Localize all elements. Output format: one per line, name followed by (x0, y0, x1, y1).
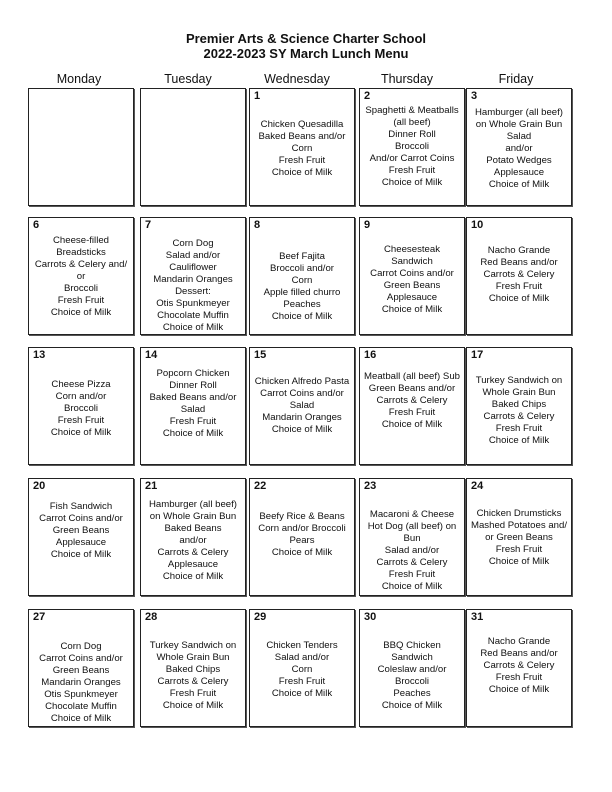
menu-item: Salad and/or (165, 250, 221, 261)
menu-item: on Whole Grain Bun (475, 119, 563, 130)
menu-item: Mandarin Oranges (153, 274, 233, 285)
menu-item: Mandarin Oranges (41, 677, 121, 688)
menu-item: Hot Dog (all beef) on (367, 521, 457, 532)
menu-item: Otis Spunkmeyer (156, 298, 230, 309)
menu-item: Salad (506, 131, 532, 142)
day-cell-14 (140, 347, 246, 465)
menu-item: Applesauce (493, 167, 545, 178)
menu-item: Fresh Fruit (495, 423, 543, 434)
menu-item: Meatball (all beef) Sub (364, 371, 460, 382)
date-number: 20 (33, 480, 46, 492)
menu-item: Choice of Milk (162, 571, 224, 582)
date-number: 7 (145, 219, 152, 231)
menu-items (250, 610, 354, 700)
menu-item: Potato Wedges (486, 155, 552, 166)
menu-item: Carrot Coins and/or (39, 653, 123, 664)
menu-item: Corn Dog (60, 641, 102, 652)
day-cell-9 (359, 217, 465, 335)
menu-item: Turkey Sandwich on (475, 375, 563, 386)
menu-item: Coleslaw and/or (377, 664, 447, 675)
day-cell-2 (359, 88, 465, 206)
menu-item: Corn (291, 275, 313, 286)
menu-item: Cheesesteak (384, 244, 440, 255)
menu-item: Carrot Coins and/or (39, 513, 123, 524)
menu-item: Fresh Fruit (495, 544, 543, 555)
empty-day-cell (28, 88, 134, 206)
menu-item: Fresh Fruit (57, 415, 105, 426)
day-cell-1 (249, 88, 355, 206)
menu-item: Salad and/or (274, 652, 330, 663)
menu-item: Chicken Alfredo Pasta (254, 376, 350, 387)
menu-item: Fresh Fruit (57, 295, 105, 306)
menu-item: Choice of Milk (488, 684, 550, 695)
menu-item: and/or (505, 143, 533, 154)
menu-item: Carrots & Celery and/ (34, 259, 128, 270)
day-cell-23 (359, 478, 465, 596)
menu-items (360, 89, 464, 189)
menu-item: Fresh Fruit (278, 676, 326, 687)
menu-item: Baked Chips (491, 399, 547, 410)
menu-item: Hamburger (all beef) (475, 107, 563, 118)
date-number: 24 (471, 480, 484, 492)
date-number: 10 (471, 219, 484, 231)
menu-item: Breadsticks (56, 247, 106, 258)
day-cell-24 (466, 478, 572, 596)
menu-item: Choice of Milk (271, 424, 333, 435)
menu-item: Broccoli (394, 676, 430, 687)
menu-item: Corn and/or (55, 391, 107, 402)
date-number: 31 (471, 611, 484, 623)
menu-items (29, 218, 133, 319)
menu-item: Fish Sandwich (49, 501, 113, 512)
menu-item: Beefy Rice & Beans (259, 511, 345, 522)
menu-item: Mashed Potatoes and/ (470, 520, 567, 531)
day-header-monday: Monday (56, 72, 102, 86)
menu-item: Choice of Milk (381, 304, 443, 315)
day-header-tuesday: Tuesday (164, 72, 212, 86)
menu-item: Carrots & Celery (376, 395, 448, 406)
menu-item: Fresh Fruit (388, 569, 436, 580)
menu-item: Choice of Milk (162, 322, 224, 333)
menu-item: Choice of Milk (271, 688, 333, 699)
menu-items (250, 218, 354, 323)
menu-items (360, 218, 464, 316)
menu-item: Beef Fajita (279, 251, 325, 262)
menu-item: Choice of Milk (381, 419, 443, 430)
menu-item: Salad and/or (384, 545, 440, 556)
menu-item: or Green Beans (485, 532, 553, 543)
menu-item: Carrot Coins and/or (370, 268, 454, 279)
menu-items (141, 610, 245, 712)
date-number: 13 (33, 349, 46, 361)
menu-item: Broccoli (63, 283, 99, 294)
menu-items (250, 89, 354, 179)
menu-item: Corn and/or Broccoli (258, 523, 346, 534)
menu-item: Choice of Milk (162, 428, 224, 439)
day-cell-13 (28, 347, 134, 465)
day-cell-15 (249, 347, 355, 465)
day-cell-20 (28, 478, 134, 596)
menu-item: Choice of Milk (381, 581, 443, 592)
menu-item: Chocolate Muffin (157, 310, 229, 321)
date-number: 23 (364, 480, 377, 492)
menu-item: Whole Grain Bun (156, 652, 230, 663)
menu-item: Turkey Sandwich on (149, 640, 237, 651)
day-cell-8 (249, 217, 355, 335)
menu-item: Whole Grain Bun (482, 387, 556, 398)
school-name: Premier Arts & Science Charter School (185, 31, 427, 46)
menu-items (467, 479, 571, 568)
menu-item: Macaroni & Cheese (369, 509, 455, 520)
date-number: 2 (364, 90, 371, 102)
menu-item: (all beef) (393, 117, 431, 128)
menu-item: Cauliflower (169, 262, 217, 273)
menu-item: Green Beans and/or (368, 383, 456, 394)
menu-item: Bun (403, 533, 421, 544)
menu-item: Choice of Milk (50, 427, 112, 438)
date-number: 21 (145, 480, 158, 492)
menu-item: Baked Chips (165, 664, 221, 675)
menu-item: Applesauce (55, 537, 107, 548)
menu-item: Sandwich (391, 652, 433, 663)
day-cell-21 (140, 478, 246, 596)
menu-item: Salad (289, 400, 315, 411)
menu-item: Popcorn Chicken (156, 368, 230, 379)
day-cell-16 (359, 347, 465, 465)
menu-item: Cheese Pizza (51, 379, 111, 390)
menu-item: Baked Beans (164, 523, 222, 534)
menu-items (360, 610, 464, 712)
date-number: 8 (254, 219, 261, 231)
menu-item: Fresh Fruit (495, 672, 543, 683)
menu-item: Choice of Milk (488, 179, 550, 190)
menu-item: Fresh Fruit (495, 281, 543, 292)
menu-title: 2022-2023 SY March Lunch Menu (203, 46, 409, 61)
day-cell-30 (359, 609, 465, 727)
menu-item: Choice of Milk (271, 167, 333, 178)
menu-item: Choice of Milk (488, 293, 550, 304)
menu-item: on Whole Grain Bun (149, 511, 237, 522)
menu-item: Red Beans and/or (480, 257, 558, 268)
date-number: 27 (33, 611, 46, 623)
menu-item: Chocolate Muffin (45, 701, 117, 712)
menu-item: Nacho Grande (487, 245, 551, 256)
menu-item: Fresh Fruit (278, 155, 326, 166)
day-cell-10 (466, 217, 572, 335)
menu-item: Choice of Milk (50, 549, 112, 560)
menu-item: Choice of Milk (488, 435, 550, 446)
menu-item: Applesauce (167, 559, 219, 570)
menu-item: Dinner Roll (169, 380, 217, 391)
menu-item: Apple filled churro (263, 287, 341, 298)
menu-item: Carrots & Celery (376, 557, 448, 568)
date-number: 16 (364, 349, 377, 361)
date-number: 3 (471, 90, 478, 102)
empty-day-cell (140, 88, 246, 206)
menu-items (250, 348, 354, 436)
menu-item: Baked Beans and/or (258, 131, 346, 142)
menu-item: Broccoli and/or (270, 263, 334, 274)
menu-item: Mandarin Oranges (262, 412, 342, 423)
menu-items (141, 218, 245, 334)
menu-item: Chicken Tenders (266, 640, 338, 651)
menu-item: Nacho Grande (487, 636, 551, 647)
menu-items (29, 610, 133, 725)
menu-item: Chicken Quesadilla (260, 119, 344, 130)
menu-item: Baked Beans and/or (149, 392, 237, 403)
menu-item: Dessert: (175, 286, 211, 297)
menu-item: Corn (291, 143, 313, 154)
day-cell-17 (466, 347, 572, 465)
date-number: 15 (254, 349, 267, 361)
menu-item: Corn Dog (172, 238, 214, 249)
menu-item: Choice of Milk (381, 700, 443, 711)
day-cell-6 (28, 217, 134, 335)
menu-item: Choice of Milk (488, 556, 550, 567)
menu-item: Peaches (283, 299, 321, 310)
menu-item: Salad (180, 404, 206, 415)
date-number: 14 (145, 349, 158, 361)
menu-item: Broccoli (63, 403, 99, 414)
menu-item: Corn (291, 664, 313, 675)
menu-items (141, 479, 245, 583)
menu-item: and/or (179, 535, 207, 546)
menu-item: Fresh Fruit (169, 416, 217, 427)
menu-item: Red Beans and/or (480, 648, 558, 659)
date-number: 6 (33, 219, 40, 231)
menu-item: Carrots & Celery (483, 269, 555, 280)
menu-item: Choice of Milk (162, 700, 224, 711)
menu-item: BBQ Chicken (383, 640, 441, 651)
menu-item: Choice of Milk (50, 713, 112, 724)
day-cell-22 (249, 478, 355, 596)
menu-item: Choice of Milk (381, 177, 443, 188)
date-number: 30 (364, 611, 377, 623)
menu-item: Cheese-filled (53, 235, 109, 246)
menu-items (467, 89, 571, 191)
menu-item: Carrots & Celery (483, 660, 555, 671)
day-header-thursday: Thursday (380, 72, 434, 86)
menu-item: Choice of Milk (271, 547, 333, 558)
date-number: 28 (145, 611, 158, 623)
menu-item: Fresh Fruit (388, 407, 436, 418)
day-header-friday: Friday (498, 72, 534, 86)
menu-item: Sandwich (391, 256, 433, 267)
day-cell-3 (466, 88, 572, 206)
menu-item: Applesauce (386, 292, 438, 303)
menu-item: Hamburger (all beef) (149, 499, 237, 510)
menu-items (141, 348, 245, 440)
date-number: 29 (254, 611, 267, 623)
menu-item: Spaghetti & Meatballs (365, 105, 459, 116)
menu-item: Carrots & Celery (483, 411, 555, 422)
menu-item: Green Beans (52, 665, 110, 676)
day-cell-7 (140, 217, 246, 335)
menu-item: Broccoli (394, 141, 430, 152)
menu-item: Peaches (393, 688, 431, 699)
menu-item: Choice of Milk (50, 307, 112, 318)
menu-item: Green Beans (383, 280, 441, 291)
menu-item: Chicken Drumsticks (476, 508, 562, 519)
menu-items (467, 348, 571, 447)
menu-items (29, 348, 133, 439)
menu-items (467, 218, 571, 305)
date-number: 1 (254, 90, 261, 102)
menu-item: Choice of Milk (271, 311, 333, 322)
day-cell-28 (140, 609, 246, 727)
menu-item: Fresh Fruit (169, 688, 217, 699)
date-number: 17 (471, 349, 484, 361)
day-header-wednesday: Wednesday (264, 72, 330, 86)
menu-item: Dinner Roll (388, 129, 436, 140)
menu-item: Green Beans (52, 525, 110, 536)
menu-item: Carrot Coins and/or (260, 388, 344, 399)
day-cell-29 (249, 609, 355, 727)
date-number: 9 (364, 219, 371, 231)
menu-item: Carrots & Celery (157, 547, 229, 558)
day-cell-31 (466, 609, 572, 727)
menu-item: Carrots & Celery (157, 676, 229, 687)
menu-item: or (76, 271, 86, 282)
menu-item: Fresh Fruit (388, 165, 436, 176)
menu-item: Otis Spunkmeyer (44, 689, 118, 700)
date-number: 22 (254, 480, 267, 492)
day-cell-27 (28, 609, 134, 727)
menu-items (360, 479, 464, 593)
menu-item: Pears (289, 535, 315, 546)
menu-item: And/or Carrot Coins (369, 153, 455, 164)
